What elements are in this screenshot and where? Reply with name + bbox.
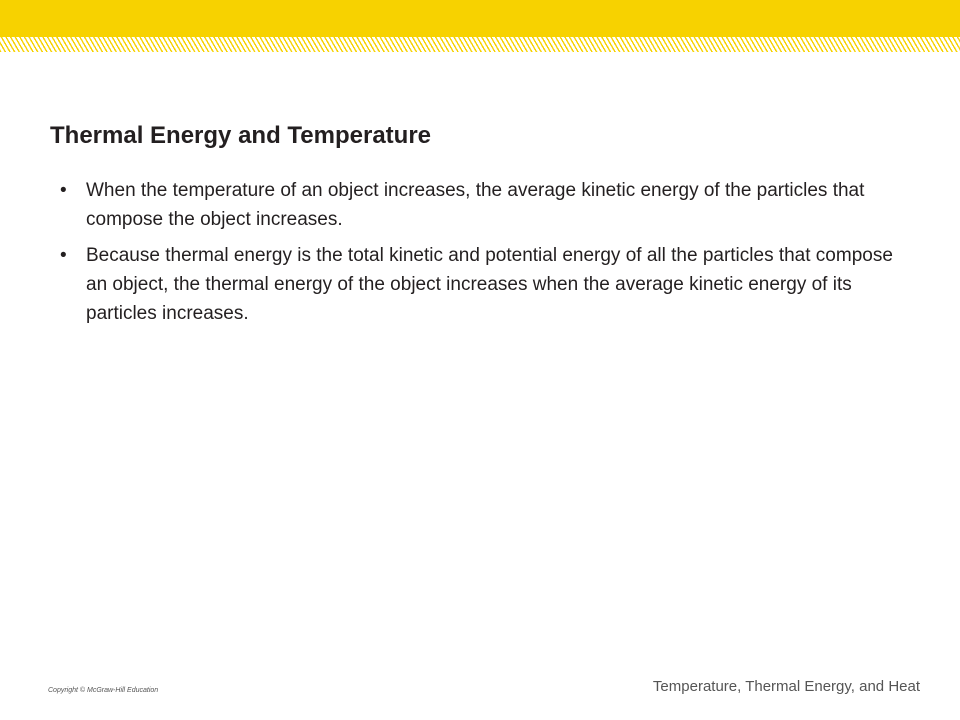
bullet-list <box>60 176 900 335</box>
bullet-marker: • <box>60 245 67 266</box>
bullet-item <box>60 241 900 328</box>
bullet-text: Because thermal energy is the total kinetic and potential energy of all the particles that compose an object, the thermal energy of the object increases when the average kinetic energy of its particles increases. <box>86 245 893 324</box>
bullet-text: When the temperature of an object increases, the average kinetic energy of the particles that compose the object increases. <box>86 180 865 230</box>
header-band <box>0 0 960 37</box>
slide-title: Thermal Energy and Temperature <box>50 122 431 149</box>
bullet-item <box>60 176 900 234</box>
header-hatch-pattern <box>0 37 960 52</box>
lesson-title-footer: Temperature, Thermal Energy, and Heat <box>652 678 920 695</box>
bullet-marker: • <box>60 180 67 201</box>
copyright-notice: Copyright © McGraw-Hill Education <box>48 687 159 694</box>
